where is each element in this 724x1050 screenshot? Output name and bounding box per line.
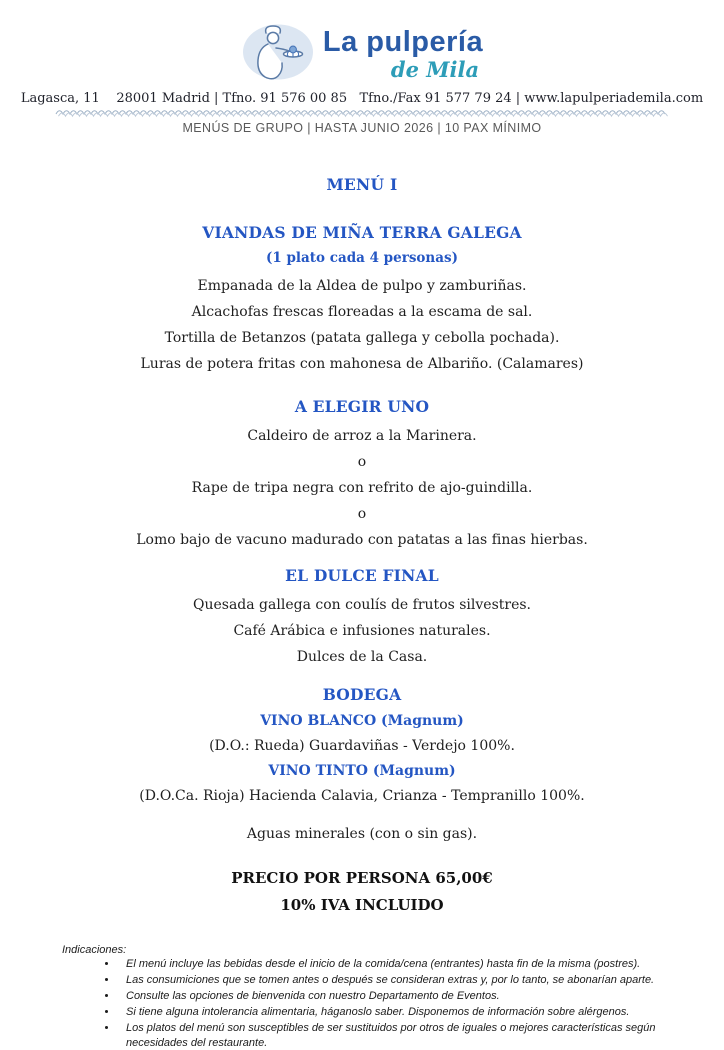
wave-divider: [56, 109, 668, 120]
section-heading-bodega: BODEGA: [322, 685, 402, 704]
menu-item: Caldeiro de arroz a la Marinera.: [247, 428, 477, 444]
menu-item: Dulces de la Casa.: [296, 649, 428, 665]
footer-indications: [62, 944, 684, 1050]
choice-separator: o: [357, 454, 367, 470]
wine-red-desc: (D.O.Ca. Rioja) Hacienda Calavia, Crianza - Tempranillo 100%.: [139, 788, 585, 804]
price-block: [0, 865, 724, 919]
section-items-dulce: [0, 592, 724, 670]
menu-title: MENÚ I: [326, 175, 398, 194]
menu-item: Rape de tripa negra con refrito de ajo-guindilla.: [191, 480, 533, 496]
footer-title: Indicaciones:: [62, 944, 127, 956]
section-items-viandas: [0, 273, 724, 377]
address-contact-line: Lagasca, 11 28001 Madrid | Tfno. 91 576 00 85 Tfno./Fax 91 577 79 24 | www.lapulperiademila.com: [20, 91, 704, 106]
section-heading-dulce: EL DULCE FINAL: [285, 566, 439, 585]
brand-wordmark: [323, 28, 483, 80]
tax-included: 10% IVA INCLUIDO: [280, 896, 444, 914]
footer-note: • Las consumiciones que se tomen antes o después se consideran extras y, por lo tanto, se abonarían aparte.: [118, 973, 684, 988]
menu-item: Empanada de la Aldea de pulpo y zamburiñas.: [197, 278, 527, 294]
menu-item: Quesada gallega con coulís de frutos silvestres.: [192, 597, 532, 613]
footer-note: • El menú incluye las bebidas desde el inicio de la comida/cena (entrantes) hasta fin de la misma (postres).: [118, 957, 684, 972]
document-header: [0, 0, 724, 135]
menu-item: Café Arábica e infusiones naturales.: [233, 623, 491, 639]
restaurant-logo: [0, 24, 724, 84]
price-per-person: PRECIO POR PERSONA 65,00€: [231, 869, 493, 887]
menu-item: Luras de potera fritas con mahonesa de Albariño. (Calamares): [140, 356, 584, 372]
group-menu-banner: MENÚS DE GRUPO | HASTA JUNIO 2026 | 10 PAX MÍNIMO: [182, 121, 542, 135]
section-items-elegir: [0, 423, 724, 553]
menu-item: Lomo bajo de vacuno madurado con patatas a las finas hierbas.: [136, 532, 588, 548]
menu-item: Tortilla de Betanzos (patata gallega y cebolla pochada).: [164, 330, 560, 346]
menu-item: Alcachofas frescas floreadas a la escama de sal.: [191, 304, 533, 320]
brand-name-text: La pulpería: [322, 26, 484, 58]
chef-logo-icon: [241, 23, 315, 85]
wine-white-desc: (D.O.: Rueda) Guardaviñas - Verdejo 100%.: [209, 738, 515, 754]
footer-notes-list: [62, 957, 684, 1050]
footer-note: • Consulte las opciones de bienvenida con nuestro Departamento de Eventos.: [118, 989, 684, 1004]
footer-note: • Si tiene alguna intolerancia alimentaria, háganoslo saber. Disponemos de información sobre alérgenos.: [118, 1005, 684, 1020]
section-subheading-viandas: (1 plato cada 4 personas): [266, 250, 458, 266]
wine-red-label: VINO TINTO (Magnum): [268, 763, 456, 779]
wine-white-label: VINO BLANCO (Magnum): [260, 713, 464, 729]
choice-separator: o: [357, 506, 367, 522]
footer-note: • Los platos del menú son susceptibles de ser sustituidos por otros de iguales o mejores características según necesidades del restaurante.: [118, 1021, 684, 1050]
section-heading-elegir: A ELEGIR UNO: [294, 397, 430, 416]
section-heading-viandas: VIANDAS DE MIÑA TERRA GALEGA: [202, 223, 522, 242]
brand-script-text: de Mila: [390, 57, 480, 82]
menu-content: [0, 175, 724, 919]
water-note: Aguas minerales (con o sin gas).: [246, 826, 478, 842]
